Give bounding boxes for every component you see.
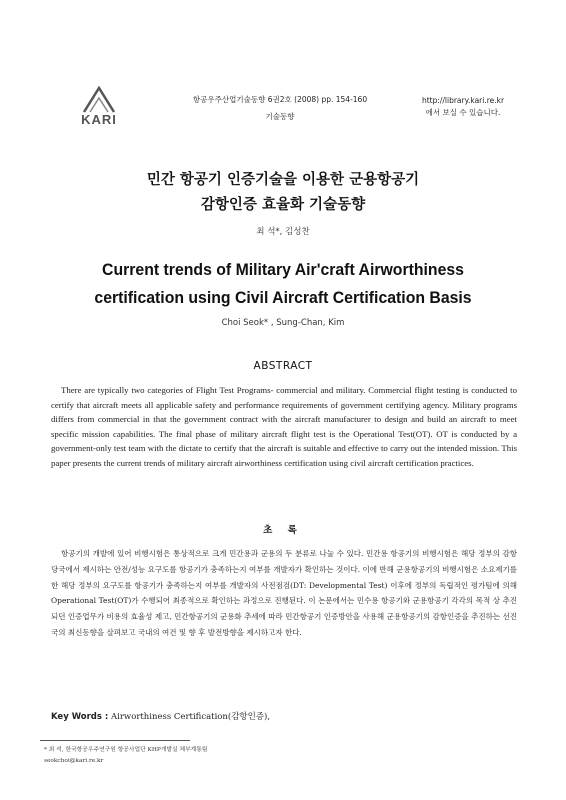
- library-url-note: 에서 보실 수 있습니다.: [425, 108, 501, 117]
- journal-citation: 항공우주산업기술동향 6권2호 (2008) pp. 154-160: [192, 95, 368, 104]
- journal-section: 기술동향: [265, 112, 295, 121]
- keywords-label: Key Words :: [51, 712, 109, 722]
- keywords: [51, 710, 517, 722]
- footnote-divider: [40, 740, 190, 741]
- journal-info: [150, 94, 410, 123]
- english-title: [48, 256, 519, 312]
- abstract-heading: ABSTRACT: [253, 360, 313, 372]
- english-title-line2: certification using Civil Aircraft Certification Basis: [94, 288, 472, 307]
- abstract-text: There are typically two categories of Flight Test Programs- commercial and military. Commercial flight testing is conducted to certify that aircraft meets all applicable safety and performance requirements of government certifying agency. Military programs differs from commercial in that the government contract with the aircraft manufacturer to design and build an aircraft to meet specific mission capabilities. The final phase of military aircraft flight test is the Operational Test(OT). OT is conducted by a government-only test team with the dictate to certify that the aircraft is suitable and effective to carry out the intended mission. This paper presents the current trends of military aircraft airworthiness certification using civil aircraft certification practices.: [51, 385, 517, 468]
- footnote-email[interactable]: seokchoi@kari.re.kr: [44, 758, 104, 764]
- footnote-affiliation: * 최 석, 한국항공우주연구원 항공사업단 KHP개발실 체부계통팀: [44, 747, 208, 753]
- english-title-line1: Current trends of Military Air'craft Airworthiness: [102, 260, 464, 279]
- korean-authors: 최 석*, 김성찬: [256, 227, 310, 237]
- korean-abstract-text: 항공기의 개발에 있어 비행시험은 통상적으로 크게 민간용과 군용의 두 분류로 나눌 수 있다. 민간용 항공기의 비행시험은 해당 정부의 감항당국에서 제시하는 안전/성능 요구도를 항공기가 충족하는지 여부를 개발자가 확인하는 것이다. 이에 반해 군용항공기의 비행시험은 소요제기를 한 해당 정부의 요구도를 항공기가 충족하는지 여부를 개발자의 사전점검(DT: Developmental Test) 이후에 정부의 독립적인 평가팀에 의해 Operational Test(OT)가 수행되어 최종적으로 확인하는 과정으로 진행된다. 이 논문에서는 민수용 항공기와 군용항공기 각각의 목적 상 추진되던 인증업무가 비용의 효율성 제고, 민간항공기의 군용화 추세에 따라 민간항공기 인증방안을 사용해 군용항공기의 감항인증을 추진하는 선진국의 최신동향을 살펴보고 국내의 여건 및 향 후 발전방향을 제시하고자 한다.: [51, 549, 517, 637]
- korean-title-line1: 민간 항공기 인증기술을 이용한 군용항공기: [146, 172, 420, 188]
- library-url[interactable]: http://library.kari.re.kr: [421, 96, 505, 105]
- korean-title-line2: 감항인증 효율화 기술동향: [200, 197, 366, 213]
- korean-abstract-heading: 초 록: [263, 525, 303, 536]
- logo-text: KARI: [81, 112, 117, 126]
- library-note: [408, 95, 518, 119]
- footnote: [44, 745, 444, 767]
- kari-logo: [70, 86, 128, 126]
- english-authors: Choi Seok* , Sung-Chan, Kim: [221, 318, 345, 328]
- keywords-text: Airworthiness Certification(감항인증),: [111, 712, 271, 722]
- korean-title: [40, 168, 526, 218]
